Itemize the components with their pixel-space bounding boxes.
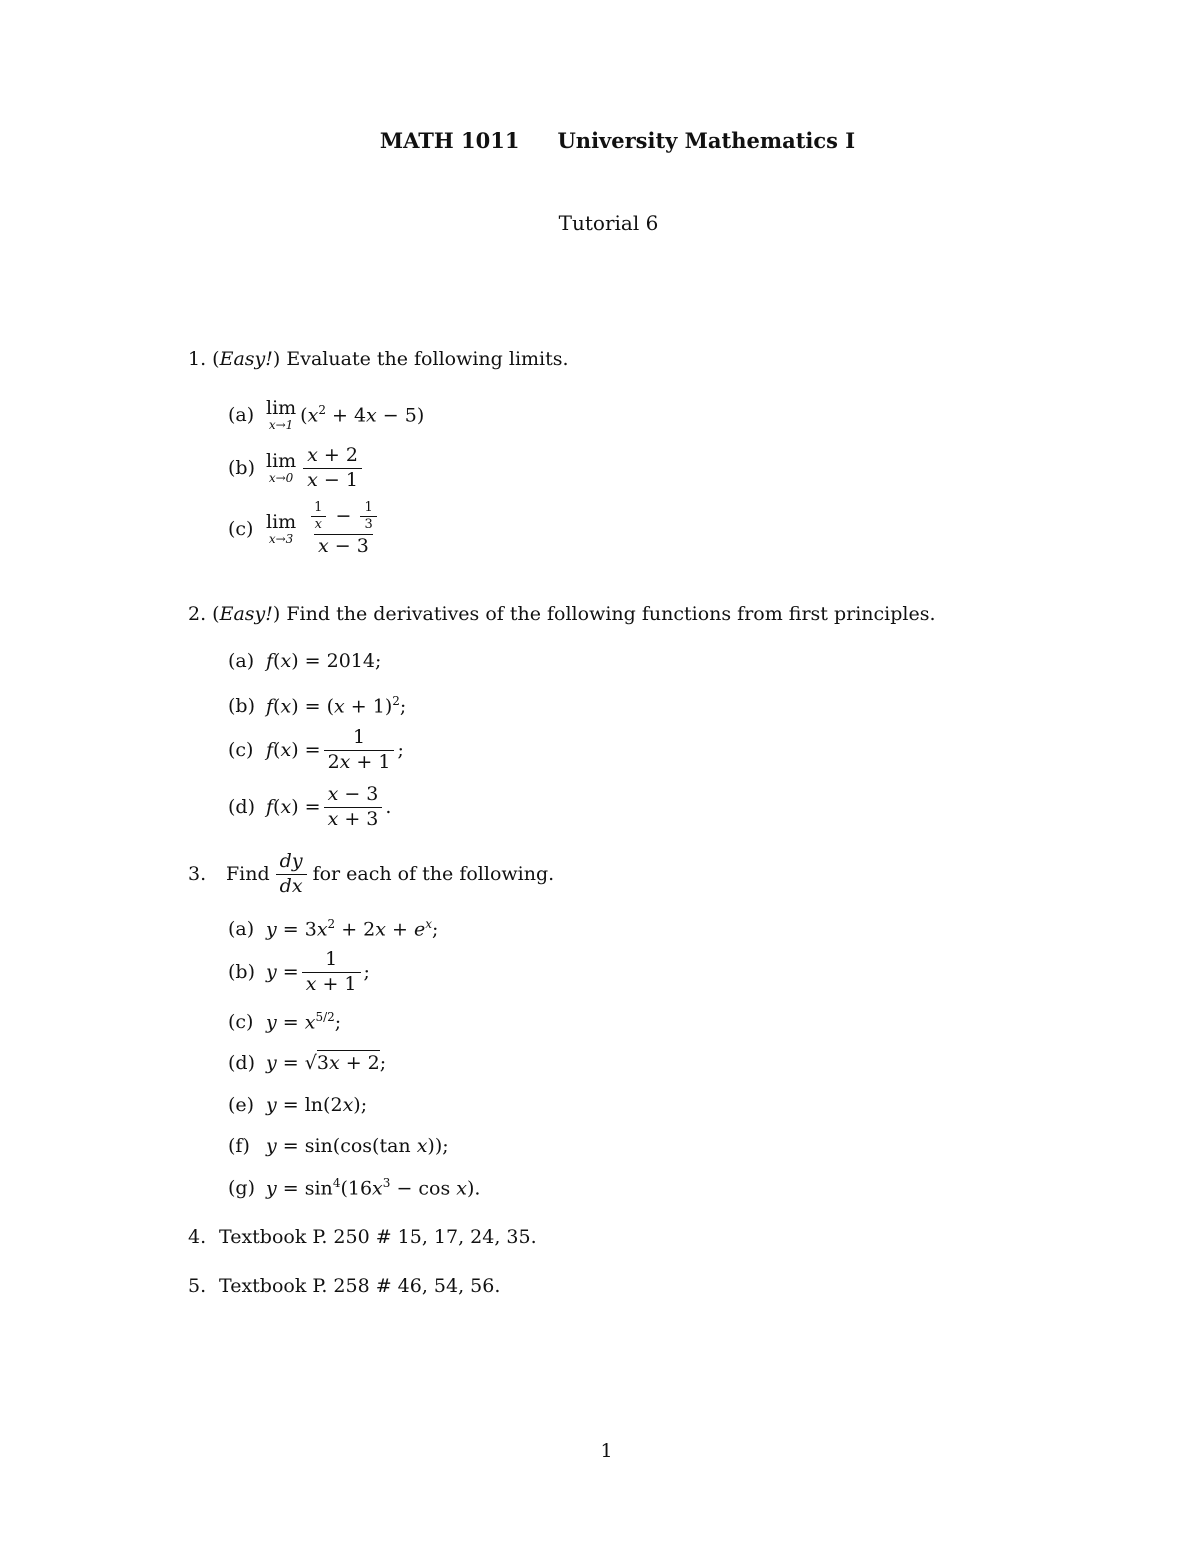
part-label: (d): [228, 796, 255, 819]
math-expression: f(x) = 2014;: [266, 650, 382, 672]
fraction: $\frac{1}{2x + 1}$: [324, 726, 395, 775]
question-text: Textbook P. 258 # 46, 54, 56.: [219, 1275, 501, 1297]
math-expression: f(x) =: [266, 739, 321, 762]
question-number: 4.: [188, 1226, 207, 1248]
q2-part-a: [228, 650, 381, 672]
course-name: University Mathematics I: [557, 128, 856, 153]
fraction: $\frac{1}{x}$ − $\frac{1}{3}$ x − 3: [303, 500, 384, 558]
part-label: (c): [228, 1010, 254, 1033]
q1-part-c: [228, 500, 387, 558]
q1-part-a: [228, 398, 424, 432]
math-expression: $y = 3x^2 + 2x + e^x$;: [266, 917, 439, 941]
q3-part-b: (b) y = $\frac{1}{x + 1}$ ;: [228, 948, 370, 995]
question-text: for each of the following.: [312, 863, 555, 886]
q3-part-e: [228, 1094, 367, 1116]
part-label: (a): [228, 404, 255, 427]
question-2: 2. (Easy!) Find the derivatives of the following functions from first principles.: [188, 603, 936, 625]
q3-part-a: [228, 917, 438, 940]
math-expression: $(x^2 + 4x - 5)$: [300, 403, 425, 427]
part-label: (e): [228, 1094, 255, 1116]
question-text: Evaluate the following limits.: [286, 348, 569, 370]
q2-part-b: [228, 694, 406, 717]
fraction: $\frac{1}{x + 1}$: [302, 948, 361, 997]
q3-part-g: [228, 1176, 480, 1199]
part-label: (c): [228, 518, 254, 541]
tutorial-title: Tutorial 6: [558, 211, 659, 235]
page-number: 1: [600, 1440, 613, 1462]
question-number: 1.: [188, 348, 207, 370]
limit-operator: lim x→0: [266, 450, 297, 486]
q2-part-c: (c) f(x) = $\frac{1}{2x + 1}$ ;: [228, 726, 404, 773]
question-number: 2.: [188, 603, 207, 625]
part-label: (d): [228, 1052, 255, 1074]
page-title: [0, 128, 1200, 153]
q3-part-d: [228, 1052, 386, 1074]
fraction: $\frac{x - 3}{x + 3}$: [324, 783, 383, 832]
fraction: $\frac{x + 2}{x - 1}$: [303, 444, 362, 493]
part-label: (b): [228, 694, 255, 717]
math-expression: f(x) =: [266, 796, 321, 819]
question-4: [188, 1226, 537, 1248]
math-expression: y =: [266, 961, 299, 984]
part-label: (b): [228, 961, 255, 984]
question-1: 1. (Easy!) Evaluate the following limits.: [188, 348, 569, 370]
part-label: (c): [228, 739, 254, 762]
question-3: [188, 850, 554, 899]
question-5: [188, 1275, 500, 1297]
question-tag: Easy!: [219, 603, 273, 625]
math-expression: $y = \sin^4(16x^3 - \cos x)$.: [266, 1176, 481, 1200]
math-expression: $f(x) = (x + 1)^2$;: [266, 694, 407, 718]
q3-part-f: [228, 1135, 449, 1157]
question-number: 3.: [188, 863, 207, 886]
math-expression: y = ln(2x);: [266, 1094, 368, 1116]
part-label: (f): [228, 1135, 250, 1157]
q3-part-c: [228, 1010, 341, 1033]
math-expression: y = sin(cos(tan x));: [266, 1135, 449, 1157]
limit-operator: lim x→1: [266, 397, 297, 432]
part-label: (a): [228, 917, 255, 940]
derivative-fraction: $\frac{dy}{dx}$: [276, 850, 307, 899]
question-text: Find the derivatives of the following functions from first principles.: [286, 603, 936, 625]
part-label: (a): [228, 650, 255, 672]
part-label: (g): [228, 1176, 255, 1199]
q1-part-b: [228, 444, 365, 493]
question-tag: Easy!: [219, 348, 273, 370]
limit-operator: lim x→3: [266, 511, 297, 546]
question-pre: Find: [226, 863, 270, 886]
q2-part-d: (d) f(x) = $\frac{x - 3}{x + 3}$ .: [228, 783, 392, 830]
question-number: 5.: [188, 1275, 207, 1297]
course-code: MATH 1011: [379, 128, 520, 153]
part-label: (b): [228, 457, 255, 480]
math-expression: $y = x^{5/2}$;: [266, 1010, 342, 1034]
math-expression: y = √3x + 2;: [266, 1052, 387, 1074]
question-text: Textbook P. 250 # 15, 17, 24, 35.: [219, 1226, 537, 1248]
